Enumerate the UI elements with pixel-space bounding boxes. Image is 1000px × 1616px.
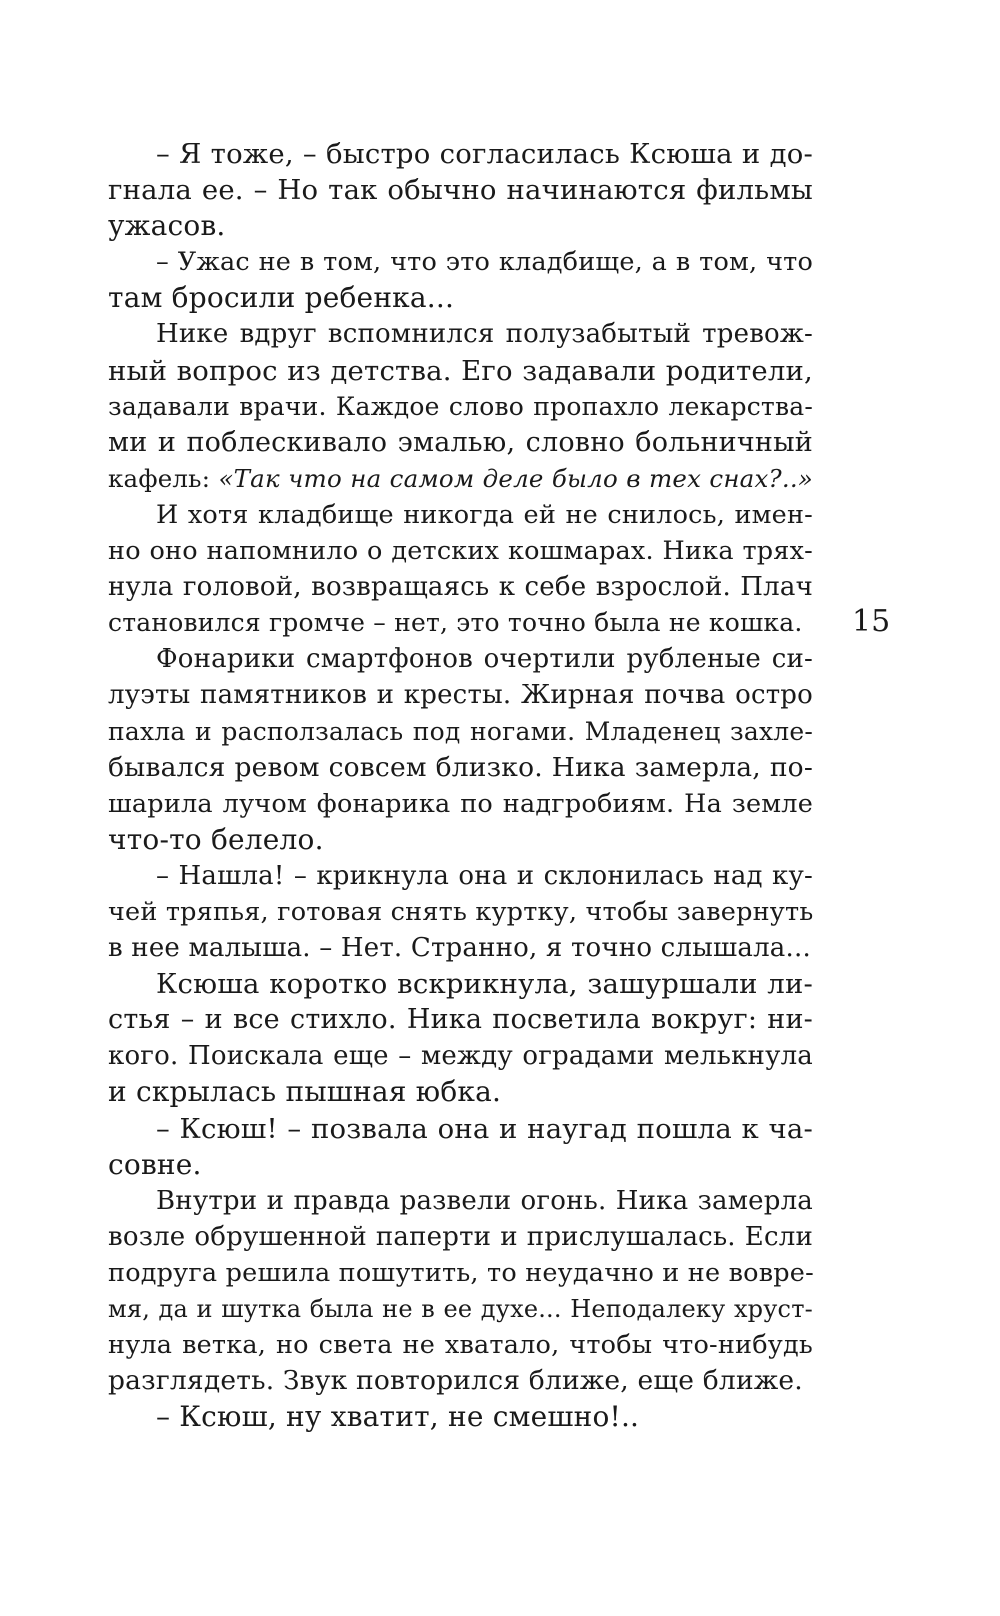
text-line-content: ужасов.: [108, 209, 226, 243]
text-line: [108, 316, 813, 352]
text-line: [108, 497, 813, 533]
text-line-content: Фонарики смартфонов очертили рубленые си-: [156, 644, 813, 675]
page-number: 15: [852, 604, 891, 639]
text-line-content: кафель:: [108, 463, 219, 493]
text-line-content: – Ужас не в том, что это кладбище, а в том, что: [156, 247, 813, 278]
text-line: [108, 1111, 813, 1147]
text-line: [108, 894, 813, 930]
text-line-content: пахла и расползалась под ногами. Младенец захле-: [108, 716, 813, 746]
text-line-content: Внутри и правда развели огонь. Ника замерла: [156, 1185, 813, 1216]
text-line: [108, 966, 813, 1002]
text-line: [108, 1363, 813, 1399]
text-line: [108, 786, 813, 822]
text-line-content: Ксюша коротко вскрикнула, зашуршали ли-: [156, 968, 813, 1001]
text-line-content: там бросили ребенка...: [108, 281, 455, 315]
text-line: [108, 822, 813, 858]
text-line-content: возле обрушенной паперти и прислушалась. Если: [108, 1221, 813, 1252]
text-line: [108, 172, 813, 208]
text-line-content: что-то белело.: [108, 822, 324, 856]
text-line-content: – Я тоже, – быстро согласилась Ксюша и до-: [156, 138, 813, 170]
text-line: [108, 136, 813, 172]
text-line: [108, 750, 813, 786]
text-line: [108, 641, 813, 677]
text-line-content: нула ветка, но света не хватало, чтобы что-нибудь: [108, 1330, 813, 1361]
text-line: [108, 208, 813, 244]
text-line-content: разглядеть. Звук повторился ближе, еще ближе.: [108, 1365, 803, 1397]
text-line: [108, 569, 813, 605]
text-line: [108, 461, 813, 497]
text-line-content: подруга решила пошутить, то неудачно и не вовре-: [108, 1257, 814, 1288]
text-line-content: Нике вдруг вспомнился полузабытый тревож-: [156, 319, 813, 350]
text-line: [108, 1183, 813, 1219]
text-line: [108, 930, 813, 966]
text-line: [108, 1074, 813, 1110]
text-line: [108, 1002, 813, 1038]
text-line: [108, 1219, 813, 1255]
text-line: [108, 280, 813, 316]
text-line: [108, 353, 813, 389]
text-line-content: И хотя кладбище никогда ей не снилось, имен-: [156, 499, 813, 530]
text-line-content: и скрылась пышная юбка.: [108, 1075, 502, 1109]
text-line: [108, 677, 813, 713]
text-line-content: гнала ее. – Но так обычно начинаются фильмы: [108, 174, 813, 207]
text-line: [108, 1147, 813, 1183]
text-line: [108, 714, 813, 750]
text-line-content: луэты памятников и кресты. Жирная почва остро: [108, 680, 813, 711]
text-line: [108, 605, 813, 641]
text-line: [108, 1399, 813, 1435]
text-line-content: в нее малыша. – Нет. Странно, я точно слышала...: [108, 933, 811, 964]
text-line: [108, 858, 813, 894]
text-line: [108, 533, 813, 569]
text-line-content: чей тряпья, готовая снять куртку, чтобы завернуть: [108, 896, 814, 927]
text-line: [108, 389, 813, 425]
text-line-content: становился громче – нет, это точно была не кошка.: [108, 608, 803, 638]
text-line-content: – Нашла! – крикнула она и склонилась над ку-: [156, 860, 813, 891]
text-line-content: ный вопрос из детства. Его задавали родители,: [108, 354, 813, 387]
text-line: [108, 1291, 813, 1327]
text-line: [108, 1255, 813, 1291]
text-line: [108, 1327, 813, 1363]
body-text: [108, 136, 813, 1435]
text-line-content: – Ксюш, ну хватит, не смешно!..: [156, 1400, 640, 1434]
text-line-content: мя, да и шутка была не в ее духе... Неподалеку хруст-: [108, 1295, 813, 1323]
text-line-content: совне.: [108, 1147, 202, 1181]
text-line-content: стья – и все стихло. Ника посветила вокруг: ни-: [108, 1004, 813, 1036]
text-line-content: нула головой, возвращаясь к себе взрослой. Плач: [108, 572, 813, 603]
text-line: [108, 425, 813, 461]
text-line-content: шарила лучом фонарика по надгробиям. На земле: [108, 788, 813, 819]
italic-quote: «Так что на самом деле было в тех снах?..»: [218, 463, 814, 493]
text-line-content: ми и поблескивало эмалью, словно больничный: [108, 426, 813, 458]
text-line-content: бывался ревом совсем близко. Ника замерла, по-: [108, 751, 813, 783]
text-line-content: кого. Поискала еще – между оградами мелькнула: [108, 1041, 813, 1072]
text-line: [108, 1038, 813, 1074]
text-line-content: но оно напомнило о детских кошмарах. Ника трях-: [108, 536, 813, 567]
text-line-content: – Ксюш! – позвала она и наугад пошла к ча-: [156, 1112, 813, 1145]
text-line: [108, 244, 813, 280]
text-line-content: задавали врачи. Каждое слово пропахло лекарства-: [108, 391, 813, 421]
